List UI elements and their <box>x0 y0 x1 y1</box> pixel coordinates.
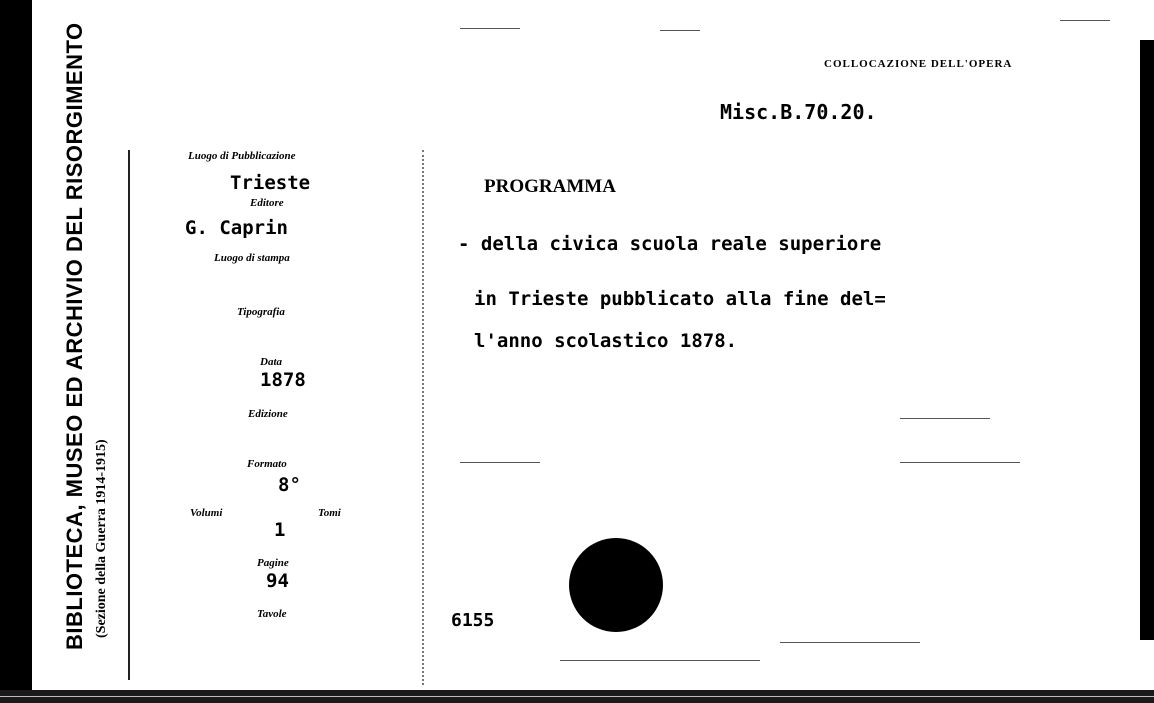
tomi-label: Tomi <box>318 507 341 519</box>
shelf-mark: Misc.B.70.20. <box>720 100 877 124</box>
luogo-pubblicazione-label: Luogo di Pubblicazione <box>188 150 296 162</box>
side-rule <box>128 150 130 680</box>
column-divider <box>422 150 424 685</box>
tipografia-label: Tipografia <box>237 306 285 318</box>
scan-speck <box>560 660 760 661</box>
punch-hole <box>569 538 663 632</box>
document-title: PROGRAMMA <box>484 176 616 197</box>
inventory-number: 6155 <box>451 610 495 631</box>
data-value: 1878 <box>260 369 306 391</box>
data-label: Data <box>260 356 282 368</box>
formato-label: Formato <box>247 458 287 470</box>
pagine-label: Pagine <box>257 557 289 569</box>
formato-value: 8° <box>278 474 301 496</box>
scan-speck <box>460 28 520 29</box>
editore-label: Editore <box>250 197 284 209</box>
editore-value: G. Caprin <box>185 217 288 239</box>
scan-speck <box>1060 20 1110 21</box>
volumi-label: Volumi <box>190 507 223 519</box>
description-line: l'anno scolastico 1878. <box>474 330 738 352</box>
scan-speck <box>780 642 920 643</box>
tavole-label: Tavole <box>257 608 287 620</box>
scan-speck <box>900 462 1020 463</box>
card-right-edge <box>1140 0 1154 703</box>
side-label <box>62 22 110 650</box>
scan-speck <box>460 462 540 463</box>
description-line: - della civica scuola reale superiore <box>458 233 882 255</box>
pagine-value: 94 <box>266 570 289 592</box>
library-name: BIBLIOTECA, MUSEO ED ARCHIVIO DEL RISORGIMENTO <box>62 22 87 650</box>
luogo-stampa-label: Luogo di stampa <box>214 252 290 264</box>
volumi-value: 1 <box>274 519 286 541</box>
card-bottom-edge <box>0 690 1154 703</box>
scan-speck <box>660 30 700 31</box>
edizione-label: Edizione <box>248 408 288 420</box>
luogo-pubblicazione-value: Trieste <box>230 172 311 194</box>
description-line: in Trieste pubblicato alla fine del= <box>474 288 886 310</box>
collocazione-label: COLLOCAZIONE DELL'OPERA <box>824 58 1013 70</box>
scan-speck <box>900 418 990 419</box>
library-section: (Sezione della Guerra 1914-1915) <box>94 439 109 638</box>
